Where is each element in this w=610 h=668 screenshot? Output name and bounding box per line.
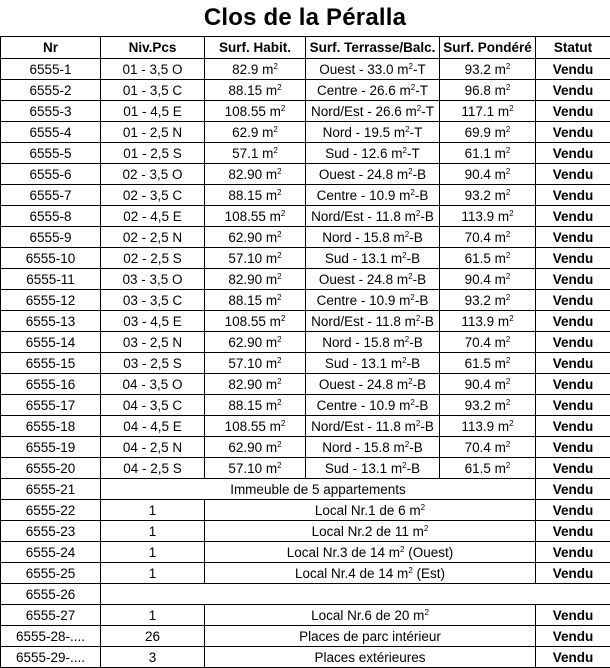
header-nr: Nr <box>1 37 101 59</box>
cell-statut: Vendu <box>536 269 610 290</box>
header-row <box>1 37 610 59</box>
cell-niv: 04 - 2,5 N <box>101 437 205 458</box>
cell-habit: 62.90 $m^2$ <box>205 227 306 248</box>
table-row-special <box>1 479 610 500</box>
table-row-special <box>1 584 610 605</box>
cell-habit: 82.90 $m^2$ <box>205 269 306 290</box>
cell-qty: 3 <box>101 647 205 668</box>
cell-statut: Vendu <box>536 101 610 122</box>
table-row-special <box>1 521 610 542</box>
cell-habit: 62.9 $m^2$ <box>205 122 306 143</box>
cell-terrasse: Centre - 10.9 $m^2-B$ <box>306 395 440 416</box>
cell-statut: Vendu <box>536 311 610 332</box>
cell-pondere: 93.2 $m^2$ <box>440 395 536 416</box>
cell-statut: Vendu <box>536 248 610 269</box>
cell-terrasse: Ouest - 24.8 $m^2-B$ <box>306 374 440 395</box>
cell-nr: 6555-27 <box>1 605 101 626</box>
cell-qty: 1 <box>101 521 205 542</box>
cell-statut: Vendu <box>536 416 610 437</box>
cell-pondere: 113.9 $m^2$ <box>440 206 536 227</box>
cell-statut: Vendu <box>536 500 610 521</box>
cell-statut: Vendu <box>536 437 610 458</box>
cell-terrasse: Nord - 15.8 $m^2-B$ <box>306 332 440 353</box>
cell-qty: 1 <box>101 563 205 584</box>
cell-niv: 01 - 2,5 S <box>101 143 205 164</box>
cell-habit: 82.90 $m^2$ <box>205 164 306 185</box>
cell-niv: 04 - 4,5 E <box>101 416 205 437</box>
cell-pondere: 70.4 $m^2$ <box>440 437 536 458</box>
cell-statut: Vendu <box>536 143 610 164</box>
table-row <box>1 458 610 479</box>
cell-terrasse: Ouest - 33.0 $m^2-T$ <box>306 59 440 80</box>
cell-qty: 1 <box>101 500 205 521</box>
cell-pondere: 70.4 $m^2$ <box>440 332 536 353</box>
cell-qty: 1 <box>101 605 205 626</box>
cell-terrasse: Ouest - 24.8 $m^2-B$ <box>306 164 440 185</box>
cell-nr: 6555-3 <box>1 101 101 122</box>
cell-nr: 6555-5 <box>1 143 101 164</box>
cell-nr: 6555-12 <box>1 290 101 311</box>
cell-niv: 04 - 2,5 S <box>101 458 205 479</box>
cell-statut: Vendu <box>536 227 610 248</box>
table-row <box>1 164 610 185</box>
cell-habit: 88.15 $m^2$ <box>205 395 306 416</box>
table-row <box>1 290 610 311</box>
cell-pondere: 61.5 $m^2$ <box>440 353 536 374</box>
cell-statut: Vendu <box>536 80 610 101</box>
cell-niv: 02 - 3,5 C <box>101 185 205 206</box>
cell-statut: Vendu <box>536 290 610 311</box>
cell-nr: 6555-10 <box>1 248 101 269</box>
cell-terrasse: Centre - 10.9 $m^2-B$ <box>306 290 440 311</box>
cell-habit: 62.90 $m^2$ <box>205 332 306 353</box>
header-niv: Niv.Pcs <box>101 37 205 59</box>
cell-habit: 108.55 $m^2$ <box>205 311 306 332</box>
cell-nr: 6555-6 <box>1 164 101 185</box>
cell-statut: Vendu <box>536 647 610 668</box>
cell-niv: 02 - 3,5 O <box>101 164 205 185</box>
cell-nr: 6555-29-.... <box>1 647 101 668</box>
cell-niv: 02 - 2,5 N <box>101 227 205 248</box>
cell-nr: 6555-2 <box>1 80 101 101</box>
table-row <box>1 269 610 290</box>
cell-pondere: 69.9 $m^2$ <box>440 122 536 143</box>
cell-pondere: 90.4 $m^2$ <box>440 374 536 395</box>
cell-statut: Vendu <box>536 479 610 500</box>
cell-terrasse: Sud - 13.1 $m^2-B$ <box>306 248 440 269</box>
table-row <box>1 227 610 248</box>
table-row <box>1 122 610 143</box>
cell-niv: 03 - 2,5 N <box>101 332 205 353</box>
cell-nr: 6555-8 <box>1 206 101 227</box>
table-row <box>1 143 610 164</box>
cell-nr: 6555-19 <box>1 437 101 458</box>
cell-nr: 6555-23 <box>1 521 101 542</box>
table-row-special <box>1 605 610 626</box>
cell-description: Local Nr.6 de 20 $m^2$ <box>205 605 536 626</box>
table-row <box>1 80 610 101</box>
cell-habit: 88.15 $m^2$ <box>205 80 306 101</box>
page-title: Clos de la Péralla <box>0 0 610 36</box>
table-row-special <box>1 626 610 647</box>
cell-habit: 88.15 $m^2$ <box>205 185 306 206</box>
header-habit: Surf. Habit. <box>205 37 306 59</box>
table-body <box>1 59 610 668</box>
cell-pondere: 93.2 $m^2$ <box>440 290 536 311</box>
table-row-special <box>1 647 610 668</box>
cell-statut: Vendu <box>536 521 610 542</box>
cell-pondere: 117.1 $m^2$ <box>440 101 536 122</box>
cell-nr: 6555-25 <box>1 563 101 584</box>
cell-niv: 02 - 4,5 E <box>101 206 205 227</box>
cell-terrasse: Nord/Est - 11.8 $m^2-B$ <box>306 416 440 437</box>
cell-qty: 1 <box>101 542 205 563</box>
cell-habit: 108.55 $m^2$ <box>205 206 306 227</box>
table-row <box>1 311 610 332</box>
cell-niv: 02 - 2,5 S <box>101 248 205 269</box>
cell-statut: Vendu <box>536 605 610 626</box>
cell-habit: 57.1 $m^2$ <box>205 143 306 164</box>
cell-statut: Vendu <box>536 164 610 185</box>
cell-terrasse: Nord - 19.5 $m^2-T$ <box>306 122 440 143</box>
table-row-special <box>1 563 610 584</box>
cell-nr: 6555-13 <box>1 311 101 332</box>
cell-pondere: 113.9 $m^2$ <box>440 416 536 437</box>
cell-nr: 6555-18 <box>1 416 101 437</box>
table-row <box>1 437 610 458</box>
cell-nr: 6555-17 <box>1 395 101 416</box>
cell-description: Local Nr.3 de 14 $m^2$ (Ouest) <box>205 542 536 563</box>
table-row <box>1 185 610 206</box>
cell-terrasse: Nord/Est - 11.8 $m^2-B$ <box>306 206 440 227</box>
cell-nr: 6555-14 <box>1 332 101 353</box>
cell-statut: Vendu <box>536 563 610 584</box>
cell-habit: 108.55 $m^2$ <box>205 416 306 437</box>
table-row-special <box>1 500 610 521</box>
table-row <box>1 332 610 353</box>
cell-pondere: 90.4 $m^2$ <box>440 269 536 290</box>
table-row <box>1 374 610 395</box>
cell-habit: 57.10 $m^2$ <box>205 248 306 269</box>
cell-terrasse: Centre - 26.6 $m^2-T$ <box>306 80 440 101</box>
cell-nr: 6555-22 <box>1 500 101 521</box>
cell-statut: Vendu <box>536 353 610 374</box>
cell-habit: 88.15 $m^2$ <box>205 290 306 311</box>
cell-pondere: 96.8 $m^2$ <box>440 80 536 101</box>
header-terrasse: Surf. Terrasse/Balc. <box>306 37 440 59</box>
header-statut: Statut <box>536 37 610 59</box>
cell-terrasse: Nord/Est - 11.8 $m^2-B$ <box>306 311 440 332</box>
cell-statut: Vendu <box>536 122 610 143</box>
cell-statut: Vendu <box>536 395 610 416</box>
cell-habit: 57.10 $m^2$ <box>205 353 306 374</box>
cell-terrasse: Centre - 10.9 $m^2-B$ <box>306 185 440 206</box>
cell-niv: 01 - 3,5 C <box>101 80 205 101</box>
header-pondere: Surf. Pondéré <box>440 37 536 59</box>
table-row <box>1 59 610 80</box>
cell-habit: 82.90 $m^2$ <box>205 374 306 395</box>
cell-nr: 6555-16 <box>1 374 101 395</box>
cell-habit: 57.10 $m^2$ <box>205 458 306 479</box>
cell-statut: Vendu <box>536 374 610 395</box>
cell-terrasse: Nord/Est - 26.6 $m^2-T$ <box>306 101 440 122</box>
cell-statut: Vendu <box>536 206 610 227</box>
cell-terrasse: Sud - 13.1 $m^2-B$ <box>306 458 440 479</box>
cell-pondere: 93.2 $m^2$ <box>440 59 536 80</box>
cell-nr: 6555-11 <box>1 269 101 290</box>
cell-nr: 6555-7 <box>1 185 101 206</box>
cell-empty <box>101 584 610 605</box>
cell-habit: 82.9 $m^2$ <box>205 59 306 80</box>
cell-pondere: 113.9 $m^2$ <box>440 311 536 332</box>
cell-habit: 108.55 $m^2$ <box>205 101 306 122</box>
cell-niv: 04 - 3,5 O <box>101 374 205 395</box>
cell-terrasse: Nord - 15.8 $m^2-B$ <box>306 227 440 248</box>
cell-description: Local Nr.2 de 11 $m^2$ <box>205 521 536 542</box>
cell-terrasse: Nord - 15.8 $m^2-B$ <box>306 437 440 458</box>
cell-nr: 6555-20 <box>1 458 101 479</box>
cell-statut: Vendu <box>536 59 610 80</box>
table-row <box>1 353 610 374</box>
cell-terrasse: Sud - 12.6 $m^2-T$ <box>306 143 440 164</box>
table-row <box>1 101 610 122</box>
cell-niv: 03 - 3,5 O <box>101 269 205 290</box>
table-row <box>1 416 610 437</box>
cell-habit: 62.90 $m^2$ <box>205 437 306 458</box>
cell-pondere: 61.5 $m^2$ <box>440 248 536 269</box>
cell-pondere: 61.1 $m^2$ <box>440 143 536 164</box>
cell-nr: 6555-9 <box>1 227 101 248</box>
cell-pondere: 93.2 $m^2$ <box>440 185 536 206</box>
cell-nr: 6555-21 <box>1 479 101 500</box>
cell-niv: 01 - 2,5 N <box>101 122 205 143</box>
cell-terrasse: Ouest - 24.8 $m^2-B$ <box>306 269 440 290</box>
cell-description: Immeuble de 5 appartements <box>101 479 536 500</box>
cell-statut: Vendu <box>536 626 610 647</box>
cell-pondere: 61.5 $m^2$ <box>440 458 536 479</box>
cell-statut: Vendu <box>536 458 610 479</box>
cell-description: Local Nr.1 de 6 $m^2$ <box>205 500 536 521</box>
cell-description: Places de parc intérieur <box>205 626 536 647</box>
cell-nr: 6555-26 <box>1 584 101 605</box>
apartments-table <box>0 36 610 668</box>
cell-terrasse: Sud - 13.1 $m^2-B$ <box>306 353 440 374</box>
cell-niv: 03 - 4,5 E <box>101 311 205 332</box>
table-row-special <box>1 542 610 563</box>
cell-pondere: 70.4 $m^2$ <box>440 227 536 248</box>
cell-niv: 01 - 4,5 E <box>101 101 205 122</box>
cell-niv: 03 - 3,5 C <box>101 290 205 311</box>
table-row <box>1 395 610 416</box>
cell-statut: Vendu <box>536 332 610 353</box>
cell-nr: 6555-1 <box>1 59 101 80</box>
table-row <box>1 206 610 227</box>
cell-niv: 04 - 3,5 C <box>101 395 205 416</box>
cell-niv: 01 - 3,5 O <box>101 59 205 80</box>
cell-statut: Vendu <box>536 185 610 206</box>
cell-qty: 26 <box>101 626 205 647</box>
cell-description: Places extérieures <box>205 647 536 668</box>
cell-nr: 6555-24 <box>1 542 101 563</box>
cell-nr: 6555-28-.... <box>1 626 101 647</box>
table-row <box>1 248 610 269</box>
cell-statut: Vendu <box>536 542 610 563</box>
cell-nr: 6555-15 <box>1 353 101 374</box>
cell-description: Local Nr.4 de 14 $m^2$ (Est) <box>205 563 536 584</box>
cell-pondere: 90.4 $m^2$ <box>440 164 536 185</box>
cell-nr: 6555-4 <box>1 122 101 143</box>
cell-niv: 03 - 2,5 S <box>101 353 205 374</box>
